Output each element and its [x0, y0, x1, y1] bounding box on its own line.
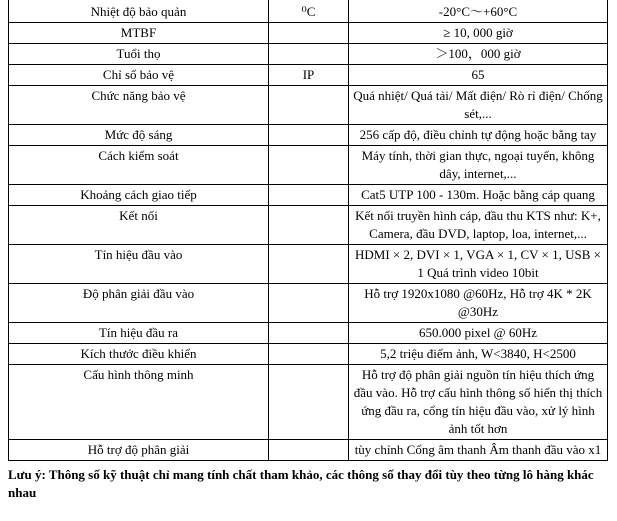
spec-name: Cách kiểm soát [9, 146, 269, 185]
spec-value: ≥ 10, 000 giờ [349, 23, 608, 44]
table-row [9, 206, 608, 245]
table-row [9, 344, 608, 365]
table-row [9, 284, 608, 323]
spec-name: Khoảng cách giao tiếp [9, 185, 269, 206]
spec-value: Hỗ trợ 1920x1080 @60Hz, Hỗ trợ 4K * 2K @30Hz [349, 284, 608, 323]
spec-value: 650.000 pixel @ 60Hz [349, 323, 608, 344]
spec-value: tùy chỉnh Cổng âm thanh Âm thanh đầu vào x1 [349, 440, 608, 461]
spec-value: -20°C～+60°C [349, 0, 608, 23]
spec-name: Kích thước điều khiển [9, 344, 269, 365]
spec-name: MTBF [9, 23, 269, 44]
table-row [9, 440, 608, 461]
spec-name: Chỉ số bảo vệ [9, 65, 269, 86]
spec-value: Máy tính, thời gian thực, ngoại tuyến, không dây, internet,... [349, 146, 608, 185]
spec-unit [269, 206, 349, 245]
spec-unit [269, 86, 349, 125]
spec-unit [269, 23, 349, 44]
spec-value: 256 cấp độ, điều chỉnh tự động hoặc bằng tay [349, 125, 608, 146]
spec-name: Chức năng bảo vệ [9, 86, 269, 125]
spec-table [8, 0, 608, 461]
spec-name: Kết nối [9, 206, 269, 245]
spec-value: Cat5 UTP 100 - 130m. Hoặc bằng cáp quang [349, 185, 608, 206]
spec-name: Mức độ sáng [9, 125, 269, 146]
spec-value: Hỗ trợ độ phân giải nguồn tín hiệu thích ứng đầu vào. Hỗ trợ cấu hình thông số hiển thị thích ứng đầu ra, cổng tín hiệu đầu vào, xử lý hình ảnh tốt hơn [349, 365, 608, 440]
spec-name: Tín hiệu đầu ra [9, 323, 269, 344]
table-row [9, 146, 608, 185]
spec-name: Nhiệt độ bảo quản [9, 0, 269, 23]
spec-unit [269, 365, 349, 440]
spec-value: Quá nhiệt/ Quá tải/ Mất điện/ Rò rỉ điện/ Chống sét,... [349, 86, 608, 125]
spec-unit: ⁰C [269, 0, 349, 23]
spec-name: Cấu hình thông minh [9, 365, 269, 440]
spec-unit [269, 185, 349, 206]
spec-unit [269, 44, 349, 65]
table-row [9, 365, 608, 440]
table-row [9, 323, 608, 344]
spec-unit [269, 323, 349, 344]
spec-name: Tuổi thọ [9, 44, 269, 65]
table-row [9, 0, 608, 23]
spec-name: Tín hiệu đầu vào [9, 245, 269, 284]
spec-unit [269, 245, 349, 284]
spec-value: Kết nối truyền hình cáp, đầu thu KTS như: K+, Camera, đầu DVD, laptop, loa, internet,... [349, 206, 608, 245]
table-row [9, 185, 608, 206]
table-row [9, 23, 608, 44]
table-row [9, 86, 608, 125]
spec-unit [269, 344, 349, 365]
spec-value: HDMI × 2, DVI × 1, VGA × 1, CV × 1, USB × 1 Quá trình video 10bit [349, 245, 608, 284]
table-row [9, 245, 608, 284]
spec-name: Hỗ trợ độ phân giải [9, 440, 269, 461]
disclaimer-note: Lưu ý: Thông số kỹ thuật chỉ mang tính chất tham khảo, các thông số thay đổi tùy theo từng lô hàng khác nhau [8, 467, 594, 500]
spec-value: ＞100，000 giờ [349, 44, 608, 65]
table-row [9, 125, 608, 146]
spec-unit: IP [269, 65, 349, 86]
spec-unit [269, 440, 349, 461]
spec-name: Độ phân giải đầu vào [9, 284, 269, 323]
spec-value: 5,2 triệu điểm ảnh, W<3840, H<2500 [349, 344, 608, 365]
spec-unit [269, 284, 349, 323]
table-row [9, 44, 608, 65]
spec-unit [269, 125, 349, 146]
table-row [9, 65, 608, 86]
spec-unit [269, 146, 349, 185]
spec-value: 65 [349, 65, 608, 86]
